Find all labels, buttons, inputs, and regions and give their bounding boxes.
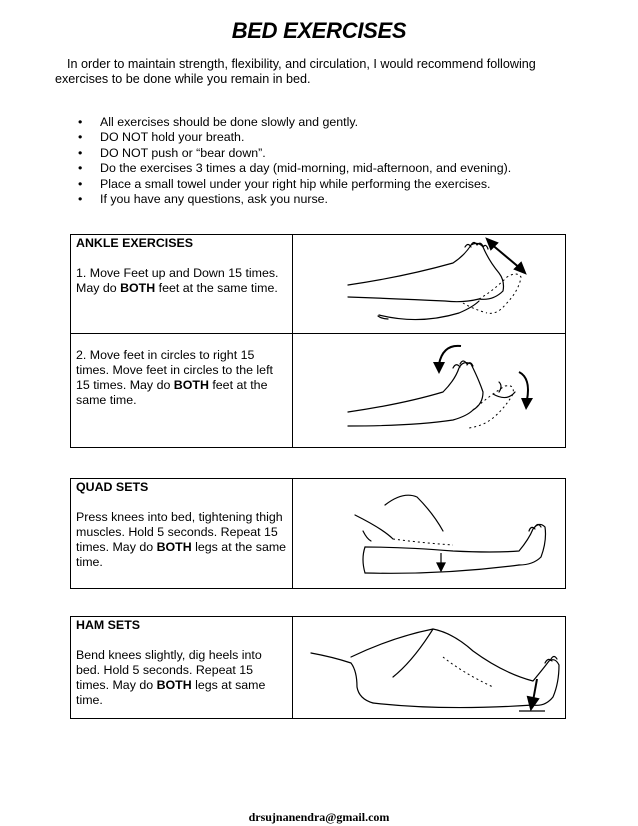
- ankle-up-down-illustration: [293, 235, 566, 334]
- ankle-exercise-2-text-end: feet at the same time.: [76, 378, 268, 407]
- quad-set-legs-figure: [293, 479, 577, 589]
- ham-sets-cell: [71, 617, 293, 719]
- foot-circles-figure: [293, 334, 577, 448]
- quad-sets-bold: BOTH: [156, 540, 192, 554]
- ankle-exercise-2-bold: BOTH: [173, 378, 209, 392]
- quad-sets-heading: QUAD SETS: [76, 480, 149, 494]
- ham-set-legs-figure: [293, 617, 577, 719]
- list-item: • All exercises should be done slowly and gently.: [78, 115, 511, 130]
- list-item: • Place a small towel under your right hip while performing the exercises.: [78, 177, 511, 192]
- leg-foot-flex-figure: [293, 235, 577, 334]
- ham-sets-table: [70, 616, 566, 719]
- ankle-exercise-1-text: 1. Move Feet up and Down 15 times. May do: [76, 266, 279, 295]
- ham-sets-illustration: [293, 617, 566, 719]
- ham-sets-text-end: legs at same time.: [76, 678, 266, 707]
- intro-paragraph: In order to maintain strength, flexibility, and circulation, I would recommend following exercises to be done while you remain in bed.: [55, 57, 536, 86]
- list-item: • DO NOT push or “bear down”.: [78, 146, 511, 161]
- quad-sets-text: Press knees into bed, tightening thigh muscles. Hold 5 seconds. Repeat 15 times. May do: [76, 510, 283, 554]
- quad-sets-text-end: legs at the same time.: [76, 540, 287, 569]
- footer-email: drsujnanendra@gmail.com: [248, 810, 390, 824]
- page-title: BED EXERCISES: [231, 18, 407, 43]
- ankle-exercise-1-text-end: feet at the same time.: [155, 281, 278, 295]
- quad-sets-illustration: [293, 479, 566, 589]
- list-item: • If you have any questions, ask you nurse.: [78, 192, 511, 207]
- ankle-exercise-2-cell: [71, 334, 293, 448]
- instruction-list: [78, 115, 511, 207]
- ham-sets-text: Bend knees slightly, dig heels into bed. Hold 5 seconds. Repeat 15 times. May do: [76, 648, 262, 692]
- list-item: • Do the exercises 3 times a day (mid-morning, mid-afternoon, and evening).: [78, 161, 511, 176]
- ankle-exercise-2-text: 2. Move feet in circles to right 15 times. Move feet in circles to the left 15 times. May do: [76, 348, 273, 392]
- quad-sets-table: [70, 478, 566, 589]
- ankle-circles-illustration: [293, 334, 566, 448]
- ham-sets-heading: HAM SETS: [76, 618, 141, 632]
- ham-sets-bold: BOTH: [156, 678, 192, 692]
- ankle-exercise-1-cell: [71, 235, 293, 334]
- list-item: • DO NOT hold your breath.: [78, 130, 511, 145]
- ankle-exercises-heading: ANKLE EXERCISES: [76, 236, 194, 250]
- quad-sets-cell: [71, 479, 293, 589]
- ankle-exercises-table: [70, 234, 566, 448]
- ankle-exercise-1-bold: BOTH: [120, 281, 156, 295]
